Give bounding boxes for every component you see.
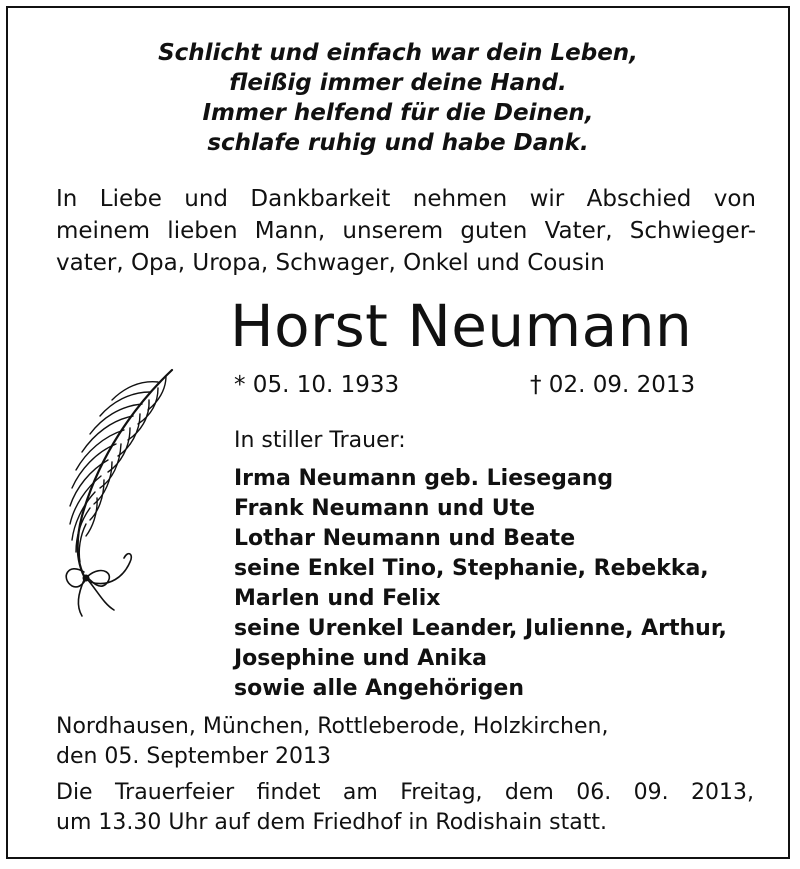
mourner-line: Lothar Neumann und Beate bbox=[234, 526, 576, 551]
mourning-label: In stiller Trauer: bbox=[234, 428, 406, 453]
mourners-list bbox=[234, 464, 727, 704]
mourner-line: seine Enkel Tino, Stephanie, Rebekka, bbox=[234, 556, 709, 581]
birth-date: * 05. 10. 1933 bbox=[234, 372, 400, 398]
death-date: † 02. 09. 2013 bbox=[530, 372, 696, 398]
mourner-line: Frank Neumann und Ute bbox=[234, 496, 536, 521]
mourner-line: Josephine und Anika bbox=[234, 646, 487, 671]
poem-line: Schlicht und einfach war dein Leben, bbox=[158, 40, 638, 66]
mourner-line: Irma Neumann geb. Liesegang bbox=[234, 466, 614, 491]
intro-text bbox=[56, 183, 756, 279]
poem-line: fleißig immer deine Hand. bbox=[229, 70, 567, 96]
intro-line: vater, Opa, Uropa, Schwager, Onkel und Cousin bbox=[56, 250, 605, 276]
date-line: den 05. September 2013 bbox=[56, 744, 331, 769]
funeral-info bbox=[56, 778, 754, 838]
place-line: Nordhausen, München, Rottleberode, Holzkirchen, bbox=[56, 714, 609, 739]
obituary-notice bbox=[6, 6, 790, 859]
deceased-name: Horst Neumann bbox=[230, 292, 693, 360]
palm-frond-with-ribbon-icon bbox=[54, 366, 184, 626]
intro-line: meinem lieben Mann, unserem guten Vater, Schwieger- bbox=[56, 218, 756, 244]
funeral-line: Die Trauerfeier findet am Freitag, dem 06. 09. 2013, bbox=[56, 780, 754, 805]
poem bbox=[8, 38, 788, 158]
poem-line: schlafe ruhig und habe Dank. bbox=[207, 130, 589, 156]
mourner-line: Marlen und Felix bbox=[234, 586, 441, 611]
mourner-line: sowie alle Angehörigen bbox=[234, 676, 525, 701]
place-and-date bbox=[56, 712, 608, 772]
poem-line: Immer helfend für die Deinen, bbox=[202, 100, 594, 126]
intro-line: In Liebe und Dankbarkeit nehmen wir Abschied von bbox=[56, 186, 756, 212]
mourner-line: seine Urenkel Leander, Julienne, Arthur, bbox=[234, 616, 727, 641]
funeral-line: um 13.30 Uhr auf dem Friedhof in Rodishain statt. bbox=[56, 810, 607, 835]
